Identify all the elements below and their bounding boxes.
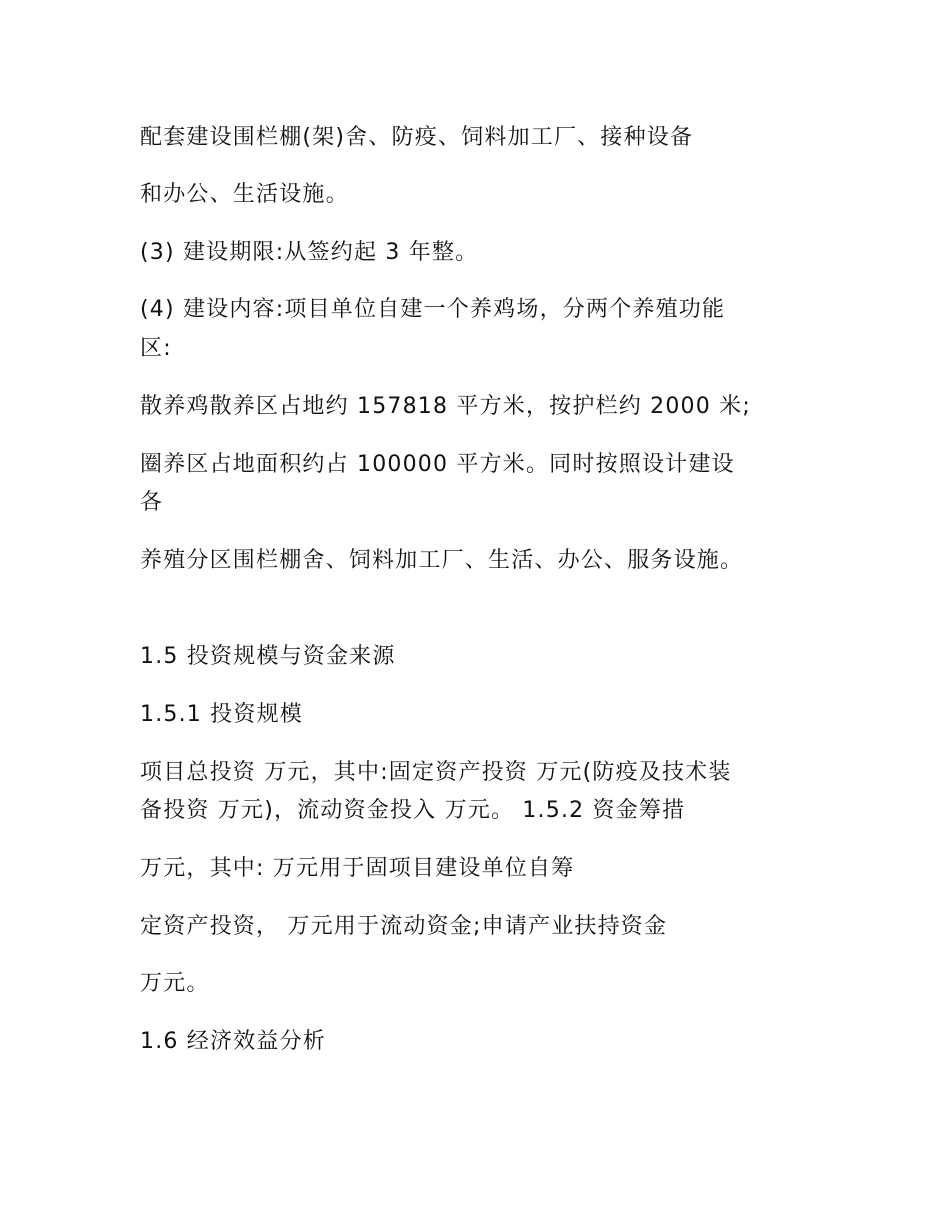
text-line: 各	[140, 490, 164, 515]
section-heading: 1.6 经济效益分析	[140, 1029, 326, 1054]
text-line: (3) 建设期限:从签约起 3 年整。	[140, 240, 479, 265]
text-line: 区:	[140, 336, 172, 361]
text-line: 圈养区占地面积约占 100000 平方米。同时按照设计建设	[140, 452, 735, 477]
text-line: 万元，其中: 万元用于固项目建设单位自筹	[140, 856, 575, 881]
section-heading: 1.5 投资规模与资金来源	[140, 644, 396, 669]
text-line: 项目总投资 万元，其中:固定资产投资 万元(防疫及技术装	[140, 760, 732, 785]
text-line: 养殖分区围栏棚舍、饲料加工厂、生活、办公、服务设施。	[140, 548, 744, 573]
text-line: 定资产投资， 万元用于流动资金;申请产业扶持资金	[140, 914, 668, 939]
text-line: (4) 建设内容:项目单位自建一个养鸡场，分两个养殖功能	[140, 297, 726, 322]
text-line: 万元。	[140, 971, 210, 996]
text-line: 散养鸡散养区占地约 157818 平方米，按护栏约 2000 米;	[140, 394, 751, 419]
text-line: 配套建设围栏棚(架)舍、防疫、饲料加工厂、接种设备	[140, 125, 694, 150]
subsection-heading: 1.5.1 投资规模	[140, 702, 303, 727]
text-line: 备投资 万元)，流动资金投入 万元。 1.5.2 资金筹措	[140, 798, 686, 823]
text-line: 和办公、生活设施。	[140, 182, 349, 207]
